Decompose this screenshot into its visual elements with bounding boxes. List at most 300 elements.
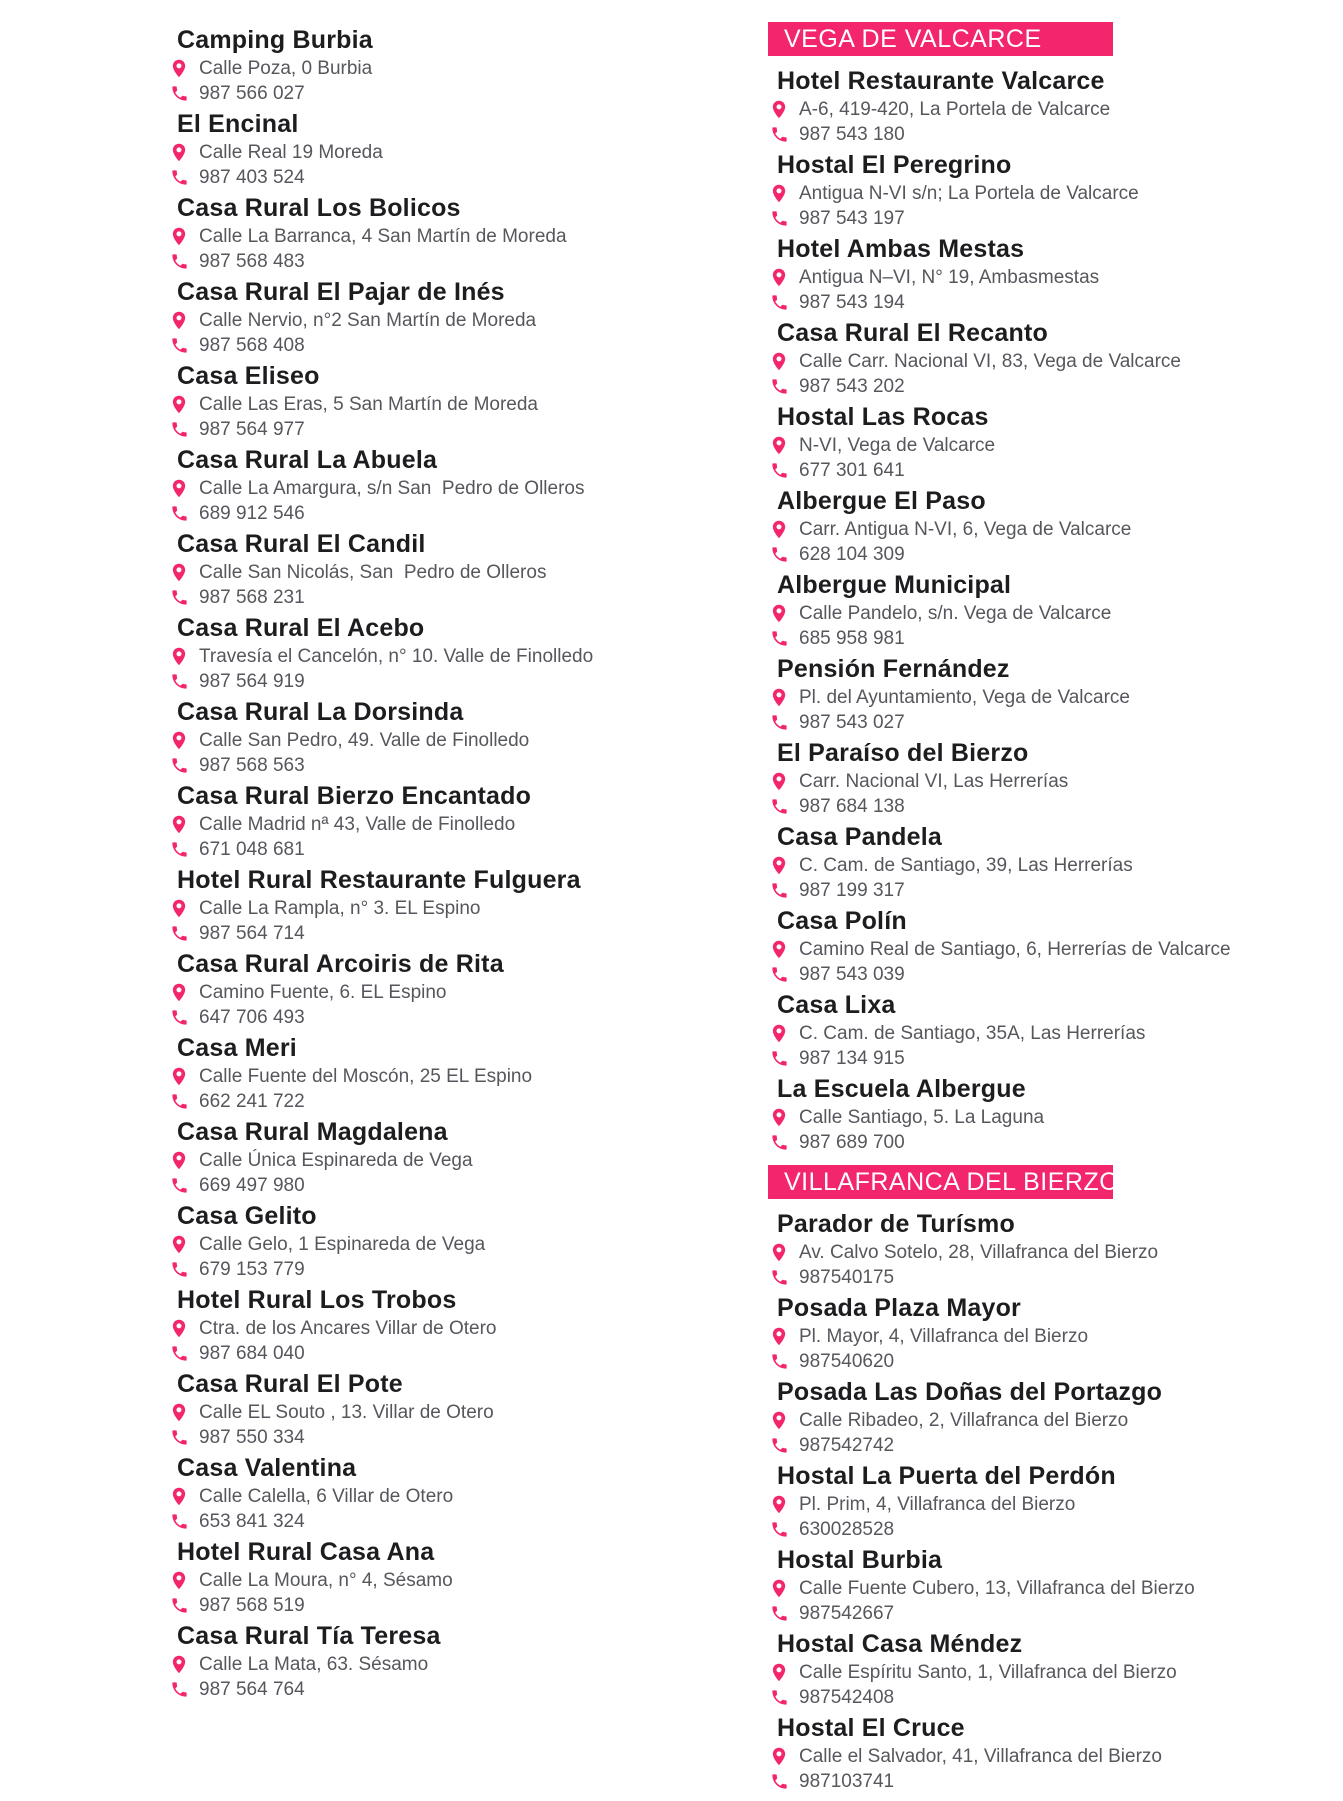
- listing-address: Calle Pandelo, s/n. Vega de Valcarce: [799, 603, 1112, 624]
- listing-phone-row: [768, 1685, 1328, 1710]
- listing-phone-row: [168, 1593, 678, 1618]
- listing-entry: [168, 528, 678, 610]
- listing-name: Casa Rural Bierzo Encantado: [177, 782, 532, 810]
- listing-name: Hostal El Peregrino: [777, 151, 1012, 179]
- section-entries: [768, 1208, 1328, 1794]
- listing-address-row: [768, 433, 1328, 458]
- location-pin-icon: [168, 896, 190, 921]
- listing-name: Hotel Rural Restaurante Fulguera: [177, 866, 581, 894]
- phone-icon: [768, 545, 790, 564]
- location-pin-icon: [168, 1568, 190, 1593]
- location-pin-icon: [768, 1105, 790, 1130]
- listing-address-row: [768, 349, 1328, 374]
- phone-icon: [168, 1680, 190, 1699]
- listing-entry: [168, 1368, 678, 1450]
- listing-name: Hostal El Cruce: [777, 1714, 965, 1742]
- listing-phone-row: [168, 1005, 678, 1030]
- phone-icon: [768, 1268, 790, 1287]
- location-pin-icon: [168, 1148, 190, 1173]
- phone-icon: [768, 1604, 790, 1623]
- phone-icon: [168, 336, 190, 355]
- location-pin-icon: [168, 140, 190, 165]
- listing-address: Calle La Amargura, s/n San Pedro de Olleros: [199, 478, 585, 499]
- phone-icon: [168, 84, 190, 103]
- listing-address-row: [168, 560, 678, 585]
- listing-address: Antigua N-VI s/n; La Portela de Valcarce: [799, 183, 1139, 204]
- section-header-title: VILLAFRANCA DEL BIERZO: [784, 1167, 1120, 1196]
- phone-icon: [168, 840, 190, 859]
- listing-phone-row: [768, 794, 1328, 819]
- listing-entry: [768, 653, 1328, 735]
- phone-icon: [168, 1428, 190, 1447]
- listing-address-row: [768, 1240, 1328, 1265]
- listing-phone: 630028528: [799, 1519, 895, 1540]
- listing-phone: 987 550 334: [199, 1427, 305, 1448]
- location-pin-icon: [768, 1492, 790, 1517]
- listing-address-row: [168, 1148, 678, 1173]
- listing-phone: 987 543 197: [799, 208, 905, 229]
- phone-icon: [168, 924, 190, 943]
- listing-entry: [768, 1073, 1328, 1155]
- listing-name: Parador de Turísmo: [777, 1210, 1015, 1238]
- listing-entry: [168, 1536, 678, 1618]
- phone-icon: [768, 1688, 790, 1707]
- listing-address-row: [768, 97, 1328, 122]
- location-pin-icon: [768, 601, 790, 626]
- listing-name: Hotel Rural Casa Ana: [177, 1538, 435, 1566]
- listing-entry: [768, 1292, 1328, 1374]
- listing-phone-row: [768, 122, 1328, 147]
- listing-phone: 987542408: [799, 1687, 895, 1708]
- listing-address-row: [768, 181, 1328, 206]
- location-pin-icon: [768, 1408, 790, 1433]
- listing-entry: [168, 1116, 678, 1198]
- listing-entry: [768, 233, 1328, 315]
- listing-name: Albergue El Paso: [777, 487, 986, 515]
- listing-address-row: [168, 812, 678, 837]
- listing-address-row: [768, 601, 1328, 626]
- listing-address: Calle San Nicolás, San Pedro de Olleros: [199, 562, 547, 583]
- listing-phone: 987 543 180: [799, 124, 905, 145]
- listing-address-row: [168, 392, 678, 417]
- listing-name: Casa Gelito: [177, 1202, 317, 1230]
- listing-address: Pl. Mayor, 4, Villafranca del Bierzo: [799, 1326, 1089, 1347]
- listing-phone-row: [768, 1517, 1328, 1542]
- listing-entry: [168, 696, 678, 778]
- listing-phone: 685 958 981: [799, 628, 905, 649]
- listing-phone-row: [168, 837, 678, 862]
- phone-icon: [768, 965, 790, 984]
- listing-entry: [168, 1032, 678, 1114]
- phone-icon: [768, 713, 790, 732]
- listing-phone: 987103741: [799, 1771, 895, 1792]
- listing-name: Albergue Municipal: [777, 571, 1012, 599]
- listing-name: Casa Rural El Pajar de Inés: [177, 278, 505, 306]
- listing-name: Casa Polín: [777, 907, 907, 935]
- listing-entry: [768, 737, 1328, 819]
- listing-phone: 679 153 779: [199, 1259, 305, 1280]
- listing-name: Casa Rural El Recanto: [777, 319, 1048, 347]
- listing-phone-row: [768, 878, 1328, 903]
- location-pin-icon: [768, 265, 790, 290]
- location-pin-icon: [168, 308, 190, 333]
- listing-phone: 987 543 027: [799, 712, 905, 733]
- listing-phone-row: [168, 753, 678, 778]
- phone-icon: [168, 420, 190, 439]
- location-pin-icon: [168, 728, 190, 753]
- phone-icon: [168, 1344, 190, 1363]
- listing-phone: 987 566 027: [199, 83, 305, 104]
- listing-address: Calle San Pedro, 49. Valle de Finolledo: [199, 730, 530, 751]
- listings-column-left: [168, 24, 678, 1704]
- listing-address: C. Cam. de Santiago, 39, Las Herrerías: [799, 855, 1133, 876]
- listing-address: Calle Gelo, 1 Espinareda de Vega: [199, 1234, 486, 1255]
- phone-icon: [768, 881, 790, 900]
- location-pin-icon: [768, 1576, 790, 1601]
- listing-phone-row: [768, 962, 1328, 987]
- phone-icon: [768, 1133, 790, 1152]
- listing-address: Av. Calvo Sotelo, 28, Villafranca del Bierzo: [799, 1242, 1159, 1263]
- listing-phone-row: [768, 206, 1328, 231]
- location-pin-icon: [768, 1324, 790, 1349]
- listing-phone-row: [168, 1341, 678, 1366]
- listing-phone-row: [168, 333, 678, 358]
- listing-address: Calle el Salvador, 41, Villafranca del Bierzo: [799, 1746, 1162, 1767]
- phone-icon: [768, 629, 790, 648]
- listing-address-row: [768, 937, 1328, 962]
- phone-icon: [168, 168, 190, 187]
- listing-phone-row: [768, 626, 1328, 651]
- listing-address: Calle Fuente Cubero, 13, Villafranca del Bierzo: [799, 1578, 1195, 1599]
- location-pin-icon: [168, 980, 190, 1005]
- phone-icon: [768, 1772, 790, 1791]
- listing-name: Hotel Restaurante Valcarce: [777, 67, 1105, 95]
- listing-phone-row: [168, 585, 678, 610]
- listing-phone-row: [168, 669, 678, 694]
- listing-phone-row: [168, 1509, 678, 1534]
- listing-name: Casa Rural Arcoiris de Rita: [177, 950, 504, 978]
- location-pin-icon: [768, 1744, 790, 1769]
- listing-address-row: [168, 1400, 678, 1425]
- listing-phone: 987 568 231: [199, 587, 305, 608]
- listing-address: Carr. Antigua N-VI, 6, Vega de Valcarce: [799, 519, 1132, 540]
- listing-name: Casa Eliseo: [177, 362, 320, 390]
- listing-name: Casa Meri: [177, 1034, 297, 1062]
- listing-phone: 987 134 915: [799, 1048, 905, 1069]
- listing-name: Hostal Las Rocas: [777, 403, 989, 431]
- listing-entry: [768, 1628, 1328, 1710]
- listing-address-row: [168, 308, 678, 333]
- listing-address-row: [168, 1568, 678, 1593]
- phone-icon: [768, 209, 790, 228]
- listing-address-row: [168, 1064, 678, 1089]
- listing-address-row: [768, 1021, 1328, 1046]
- location-pin-icon: [768, 685, 790, 710]
- listing-entry: [168, 1452, 678, 1534]
- listing-entry: [768, 317, 1328, 399]
- listing-phone: 987 568 519: [199, 1595, 305, 1616]
- listing-address-row: [168, 980, 678, 1005]
- listing-phone: 987 564 764: [199, 1679, 305, 1700]
- location-pin-icon: [168, 56, 190, 81]
- listing-phone: 987 568 408: [199, 335, 305, 356]
- listing-entry: [168, 1284, 678, 1366]
- listing-phone-row: [768, 1769, 1328, 1794]
- listing-address: Calle Fuente del Moscón, 25 EL Espino: [199, 1066, 533, 1087]
- listing-name: Hotel Rural Los Trobos: [177, 1286, 457, 1314]
- location-pin-icon: [168, 392, 190, 417]
- listing-address-row: [168, 140, 678, 165]
- location-pin-icon: [768, 853, 790, 878]
- listing-address: Calle La Mata, 63. Sésamo: [199, 1654, 429, 1675]
- listing-phone: 987542742: [799, 1435, 895, 1456]
- listing-phone-row: [168, 1089, 678, 1114]
- listing-entry: [768, 1208, 1328, 1290]
- city-section: [768, 22, 1328, 1155]
- listing-phone-row: [768, 290, 1328, 315]
- listing-address-row: [168, 728, 678, 753]
- listing-name: El Encinal: [177, 110, 299, 138]
- listing-phone: 987 543 039: [799, 964, 905, 985]
- listing-entry: [768, 1460, 1328, 1542]
- listing-phone: 677 301 641: [799, 460, 905, 481]
- listing-address: Calle Calella, 6 Villar de Otero: [199, 1486, 454, 1507]
- location-pin-icon: [768, 433, 790, 458]
- listing-address-row: [168, 644, 678, 669]
- listing-phone: 987 684 040: [199, 1343, 305, 1364]
- listing-phone-row: [768, 1130, 1328, 1155]
- listing-phone: 987 543 202: [799, 376, 905, 397]
- listing-address-row: [768, 853, 1328, 878]
- phone-icon: [768, 1520, 790, 1539]
- listing-address-row: [768, 517, 1328, 542]
- listing-address: Calle Ribadeo, 2, Villafranca del Bierzo: [799, 1410, 1129, 1431]
- listing-name: Casa Rural Los Bolicos: [177, 194, 461, 222]
- listing-phone-row: [768, 458, 1328, 483]
- listing-entry: [768, 905, 1328, 987]
- listing-name: Hostal La Puerta del Perdón: [777, 1462, 1116, 1490]
- listing-address-row: [168, 1316, 678, 1341]
- location-pin-icon: [168, 1232, 190, 1257]
- listing-entry: [768, 1376, 1328, 1458]
- listing-address-row: [768, 1744, 1328, 1769]
- location-pin-icon: [768, 769, 790, 794]
- listing-phone-row: [768, 710, 1328, 735]
- location-pin-icon: [168, 224, 190, 249]
- listing-address: C. Cam. de Santiago, 35A, Las Herrerías: [799, 1023, 1146, 1044]
- location-pin-icon: [768, 97, 790, 122]
- listing-address-row: [768, 1105, 1328, 1130]
- listing-name: Casa Valentina: [177, 1454, 357, 1482]
- location-pin-icon: [168, 1484, 190, 1509]
- listing-address-row: [168, 896, 678, 921]
- listing-address-row: [768, 685, 1328, 710]
- location-pin-icon: [768, 937, 790, 962]
- phone-icon: [168, 252, 190, 271]
- listing-phone: 987 689 700: [799, 1132, 905, 1153]
- listing-address: Carr. Nacional VI, Las Herrerías: [799, 771, 1069, 792]
- listing-entry: [768, 989, 1328, 1071]
- location-pin-icon: [168, 1652, 190, 1677]
- listing-name: Hostal Burbia: [777, 1546, 943, 1574]
- phone-icon: [168, 1512, 190, 1531]
- listing-phone: 987540175: [799, 1267, 895, 1288]
- listing-entry: [168, 1200, 678, 1282]
- location-pin-icon: [168, 1400, 190, 1425]
- listing-phone-row: [168, 921, 678, 946]
- listing-entry: [768, 401, 1328, 483]
- listing-phone-row: [168, 1425, 678, 1450]
- location-pin-icon: [768, 181, 790, 206]
- listing-address: Calle Las Eras, 5 San Martín de Moreda: [199, 394, 539, 415]
- phone-icon: [168, 1596, 190, 1615]
- listing-name: Posada Las Doñas del Portazgo: [777, 1378, 1163, 1406]
- listing-address-row: [168, 56, 678, 81]
- listing-phone: 653 841 324: [199, 1511, 305, 1532]
- phone-icon: [168, 1092, 190, 1111]
- listing-entry: [168, 1620, 678, 1702]
- phone-icon: [168, 756, 190, 775]
- phone-icon: [768, 1049, 790, 1068]
- location-pin-icon: [768, 1240, 790, 1265]
- listing-address: Calle Única Espinareda de Vega: [199, 1150, 473, 1171]
- listing-entry: [768, 485, 1328, 567]
- listing-entry: [168, 192, 678, 274]
- listing-address: Calle Carr. Nacional VI, 83, Vega de Valcarce: [799, 351, 1181, 372]
- phone-icon: [768, 1436, 790, 1455]
- phone-icon: [768, 1352, 790, 1371]
- listing-phone: 987542667: [799, 1603, 895, 1624]
- listing-address-row: [168, 1652, 678, 1677]
- listing-phone-row: [168, 249, 678, 274]
- listing-entry: [168, 948, 678, 1030]
- listing-phone: 987 564 977: [199, 419, 305, 440]
- listing-phone: 987 199 317: [799, 880, 905, 901]
- location-pin-icon: [168, 644, 190, 669]
- phone-icon: [768, 293, 790, 312]
- listing-phone-row: [168, 417, 678, 442]
- phone-icon: [768, 377, 790, 396]
- phone-icon: [168, 1176, 190, 1195]
- listing-address: Antigua N–VI, N° 19, Ambasmestas: [799, 267, 1100, 288]
- listing-address-row: [768, 265, 1328, 290]
- listing-address: A-6, 419-420, La Portela de Valcarce: [799, 99, 1111, 120]
- phone-icon: [168, 588, 190, 607]
- listing-phone: 987 568 483: [199, 251, 305, 272]
- listing-entry: [168, 864, 678, 946]
- listing-address: N-VI, Vega de Valcarce: [799, 435, 996, 456]
- listing-entry: [768, 821, 1328, 903]
- listing-name: Casa Rural Tía Teresa: [177, 1622, 441, 1650]
- phone-icon: [168, 1008, 190, 1027]
- listing-address-row: [768, 1576, 1328, 1601]
- listing-phone-row: [168, 165, 678, 190]
- listing-address: Calle Espíritu Santo, 1, Villafranca del Bierzo: [799, 1662, 1177, 1683]
- listing-address: Calle Poza, 0 Burbia: [199, 58, 373, 79]
- phone-icon: [768, 797, 790, 816]
- section-header-title: VEGA DE VALCARCE: [784, 24, 1042, 53]
- location-pin-icon: [768, 1660, 790, 1685]
- location-pin-icon: [168, 476, 190, 501]
- listing-phone-row: [168, 1257, 678, 1282]
- listing-address: Camino Real de Santiago, 6, Herrerías de Valcarce: [799, 939, 1231, 960]
- listing-entry: [768, 65, 1328, 147]
- listing-entry: [168, 444, 678, 526]
- listing-name: Casa Rural La Abuela: [177, 446, 438, 474]
- listing-name: Casa Rural El Candil: [177, 530, 426, 558]
- listing-entry: [168, 612, 678, 694]
- section-entries: [768, 65, 1328, 1155]
- listing-address-row: [168, 476, 678, 501]
- section-header-bar: [768, 1165, 1120, 1199]
- listing-name: Casa Rural Magdalena: [177, 1118, 448, 1146]
- listing-address: Calle La Rampla, n° 3. EL Espino: [199, 898, 481, 919]
- listing-name: Casa Rural El Pote: [177, 1370, 403, 1398]
- location-pin-icon: [768, 1021, 790, 1046]
- listing-address-row: [768, 1408, 1328, 1433]
- location-pin-icon: [168, 1064, 190, 1089]
- listing-address-row: [168, 1484, 678, 1509]
- listing-address-row: [768, 1660, 1328, 1685]
- location-pin-icon: [768, 517, 790, 542]
- listing-address: Pl. del Ayuntamiento, Vega de Valcarce: [799, 687, 1130, 708]
- listing-name: Casa Rural El Acebo: [177, 614, 425, 642]
- listing-phone: 987 564 714: [199, 923, 305, 944]
- listing-phone: 671 048 681: [199, 839, 305, 860]
- listing-name: Casa Lixa: [777, 991, 896, 1019]
- listing-entry: [168, 360, 678, 442]
- listing-entry: [768, 1712, 1328, 1794]
- listing-address-row: [768, 1492, 1328, 1517]
- phone-icon: [168, 1260, 190, 1279]
- listing-name: Casa Pandela: [777, 823, 942, 851]
- listing-phone: 662 241 722: [199, 1091, 305, 1112]
- phone-icon: [768, 461, 790, 480]
- listing-name: La Escuela Albergue: [777, 1075, 1026, 1103]
- listing-phone: 987 403 524: [199, 167, 305, 188]
- listing-address: Travesía el Cancelón, n° 10. Valle de Finolledo: [199, 646, 594, 667]
- location-pin-icon: [168, 1316, 190, 1341]
- listing-phone: 669 497 980: [199, 1175, 305, 1196]
- listing-address: Calle EL Souto , 13. Villar de Otero: [199, 1402, 494, 1423]
- listings-column-right: [768, 22, 1328, 1796]
- location-pin-icon: [768, 349, 790, 374]
- listing-phone: 647 706 493: [199, 1007, 305, 1028]
- listing-address: Pl. Prim, 4, Villafranca del Bierzo: [799, 1494, 1076, 1515]
- listing-name: Posada Plaza Mayor: [777, 1294, 1021, 1322]
- listing-name: Casa Rural La Dorsinda: [177, 698, 464, 726]
- listing-phone: 987 684 138: [799, 796, 905, 817]
- listing-address: Ctra. de los Ancares Villar de Otero: [199, 1318, 497, 1339]
- listing-phone-row: [768, 1349, 1328, 1374]
- listing-phone-row: [168, 1173, 678, 1198]
- listing-address-row: [168, 1232, 678, 1257]
- listing-entry: [168, 108, 678, 190]
- listing-address: Calle Madrid nª 43, Valle de Finolledo: [199, 814, 516, 835]
- listing-name: Pensión Fernández: [777, 655, 1010, 683]
- listing-entry: [768, 569, 1328, 651]
- listing-entry: [168, 276, 678, 358]
- listing-phone-row: [168, 1677, 678, 1702]
- listing-address-row: [768, 1324, 1328, 1349]
- listing-phone-row: [168, 501, 678, 526]
- listing-phone-row: [768, 1433, 1328, 1458]
- city-section: [768, 1165, 1328, 1794]
- listing-entry: [768, 149, 1328, 231]
- listing-address: Camino Fuente, 6. EL Espino: [199, 982, 447, 1003]
- location-pin-icon: [168, 812, 190, 837]
- phone-icon: [168, 504, 190, 523]
